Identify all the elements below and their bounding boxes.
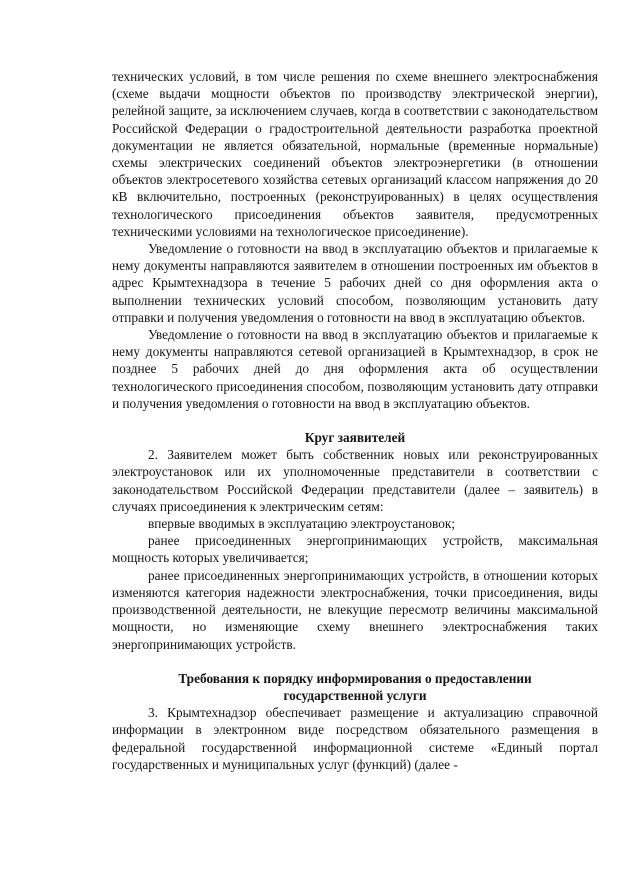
paragraph-applicant-definition: 2. Заявителем может быть собственник новых или реконструированных электроустановок или их уполномоченные представители в соответствии с законодательством Российской Федерации представители (далее – заявитель) в случаях присоединения к электрическим сетям: [112, 447, 598, 514]
section-heading-informing-line1: Требования к порядку информирования о предоставлении [178, 670, 532, 686]
paragraph-reference-info: 3. Крымтехнадзор обеспечивает размещение и актуализацию справочной информации в электронном виде посредством обязательного размещения в федеральной государственной информационной системе «Единый портал государственных и муниципальных услуг (функций) (далее - [112, 705, 598, 772]
section-heading-informing-line2: государственной услуги [283, 687, 427, 703]
list-item-new-installations: впервые вводимых в эксплуатацию электроустановок; [148, 516, 456, 532]
paragraph-notice-network: Уведомление о готовности на ввод в эксплуатацию объектов и прилагаемые к нему документы направляются сетевой организацией в Крымтехнадзор, в срок не позднее 5 рабочих дней до дня оформления акта об осуществлении технологического присоединения способом, позволяющим установить дату отправки и получения уведомления о готовности на ввод в эксплуатацию объектов. [112, 327, 598, 411]
text-column [112, 68, 598, 773]
list-item-changed-reliability: ранее присоединенных энергопринимающих устройств, в отношении которых изменяются категория надежности электроснабжения, точки присоединения, виды производственной деятельности, не влекущие пересмотр величины максимальной мощности, но изменяющие схему внешнего электроснабжения таких энергопринимающих устройств. [112, 567, 598, 652]
paragraph-tech-conditions: технических условий, в том числе решения по схеме внешнего электроснабжения (схеме выдачи мощности объектов по производству электрической энергии), релейной защите, за исключением случаев, когда в соответствии с законодательством Российской Федерации о градостроительной деятельности разработка проектной документации не является обязательной, нормальные (временные нормальные) схемы электрических соединений объектов электроэнергетики (в отношении объектов электросетевого хозяйства сетевых организаций классом напряжения до 20 кВ включительно, построенных (реконструированных) в целях осуществления технологического присоединения объектов заявителя, предусмотренных техническими условиями на технологическое присоединение). [112, 69, 598, 239]
list-item-increased-capacity: ранее присоединенных энергопринимающих устройств, максимальная мощность которых увеличивается; [112, 533, 598, 566]
section-heading-applicants: Круг заявителей [304, 430, 406, 446]
paragraph-notice-applicant: Уведомление о готовности на ввод в эксплуатацию объектов и прилагаемые к нему документы направляются заявителем в отношении построенных им объектов в адрес Крымтехнадзора в течение 5 рабочих дней со дня оформления акта о выполнении технических условий способом, позволяющим установить дату отправки и получения уведомления о готовности на ввод в эксплуатацию объектов. [112, 241, 598, 325]
